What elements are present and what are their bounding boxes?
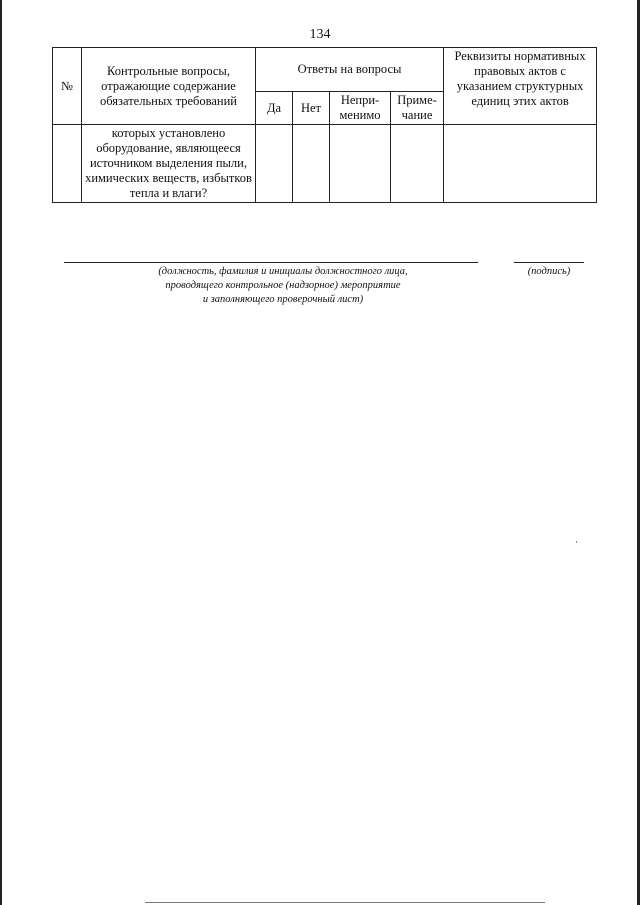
row-requisites	[444, 125, 597, 203]
table-row	[53, 125, 597, 203]
row-num	[53, 125, 82, 203]
official-signature-line	[64, 262, 478, 263]
row-question: которых установлено оборудование, являющееся источником выделения пыли, химических веществ, избытков тепла и влаги?	[82, 125, 256, 203]
header-answers: Ответы на вопросы	[256, 48, 444, 92]
header-note: Приме-чание	[391, 92, 444, 125]
header-row	[53, 48, 597, 92]
row-answer-yes[interactable]	[256, 125, 293, 203]
checklist-table	[52, 47, 597, 203]
header-requisites: Реквизиты нормативных правовых актов с указанием структурных единиц этих актов	[444, 48, 597, 125]
page-edge-left	[0, 0, 2, 905]
row-answer-not-applicable[interactable]	[330, 125, 391, 203]
signature-caption: (подпись)	[527, 266, 571, 277]
official-caption: (должность, фамилия и инициалы должностного лица, проводящего контрольное (надзорное) мероприятие и заполняющего проверочный лист)	[158, 266, 408, 305]
scan-speck	[576, 541, 577, 543]
scan-bottom-edge	[145, 902, 545, 903]
header-no: Нет	[293, 92, 330, 125]
header-not-applicable: Непри-менимо	[330, 92, 391, 125]
header-yes: Да	[256, 92, 293, 125]
signature-line	[514, 262, 584, 263]
header-num: №	[53, 48, 82, 125]
header-questions: Контрольные вопросы, отражающие содержание обязательных требований	[82, 48, 256, 125]
row-answer-no[interactable]	[293, 125, 330, 203]
page-number: 134	[309, 27, 331, 42]
row-note[interactable]	[391, 125, 444, 203]
